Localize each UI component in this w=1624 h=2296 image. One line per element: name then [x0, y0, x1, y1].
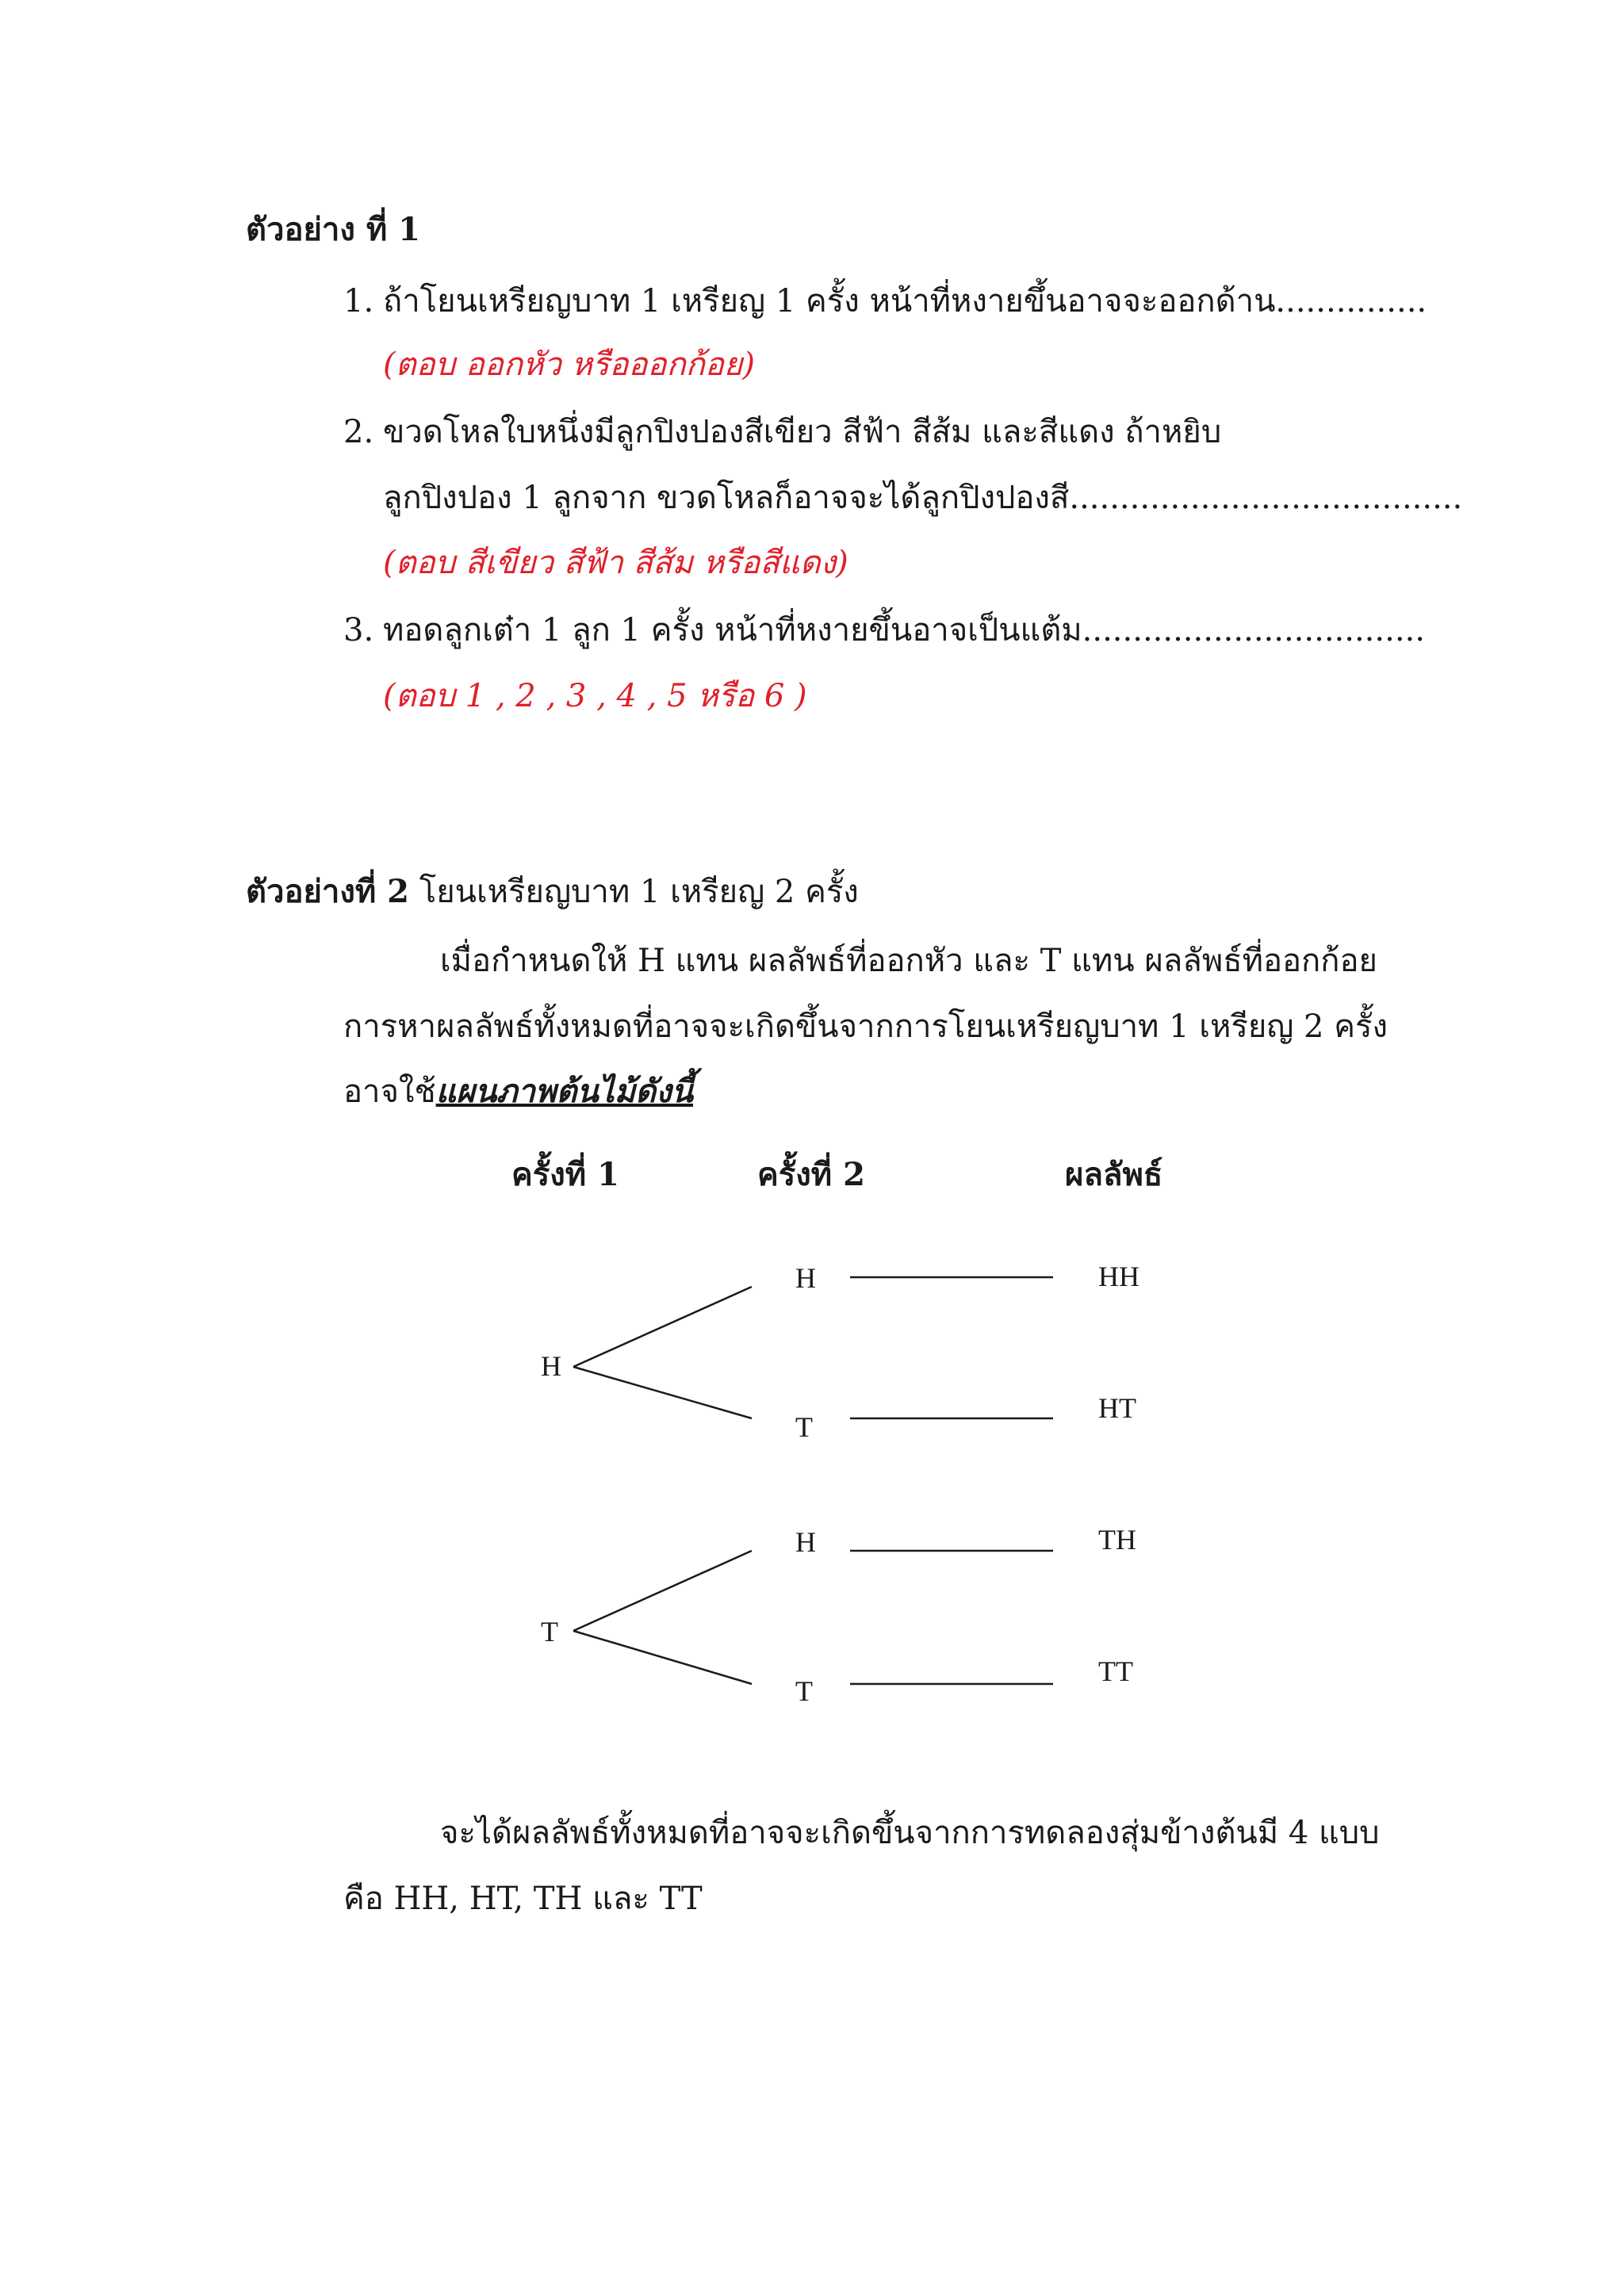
- item2-number: 2.: [343, 414, 374, 450]
- tree-col1-header: ครั้งที่ 1: [511, 1156, 619, 1193]
- branch-h-h: [573, 1287, 752, 1367]
- conclusion-line1: จะได้ผลลัพธ์ทั้งหมดที่อาจจะเกิดขึ้นจากการทดลองสุ่มข้างต้นมี 4 แบบ: [440, 1815, 1380, 1851]
- tree-result-tt: TT: [1098, 1655, 1133, 1687]
- item3-number: 3.: [343, 612, 374, 649]
- item1-number: 1.: [343, 283, 374, 320]
- branch-t-t: [573, 1631, 752, 1684]
- example2-para2: การหาผลลัพธ์ทั้งหมดที่อาจจะเกิดขึ้นจากการโยนเหรียญบาท 1 เหรียญ 2 ครั้ง: [343, 1008, 1388, 1045]
- tree-col3-header: ผลลัพธ์: [1065, 1156, 1163, 1193]
- item2-question-cont: ลูกปิงปอง 1 ลูกจาก ขวดโหลก็อาจจะได้ลูกปิงปองสี.......................................: [383, 480, 1463, 516]
- example1-heading: ตัวอย่าง ที่ 1: [246, 211, 420, 248]
- tree-result-th: TH: [1098, 1524, 1136, 1556]
- item1-question: ถ้าโยนเหรียญบาท 1 เหรียญ 1 ครั้ง หน้าที่หงายขึ้นอาจจะออกด้าน...............: [383, 283, 1427, 320]
- tree-col2-header: ครั้งที่ 2: [757, 1156, 865, 1193]
- example2-heading: ตัวอย่างที่ 2: [246, 873, 410, 910]
- tree-result-ht: HT: [1098, 1392, 1136, 1424]
- item2-answer: (ตอบ สีเขียว สีฟ้า สีส้ม หรือสีแดง): [383, 545, 848, 581]
- example2-heading-rest: โยนเหรียญบาท 1 เหรียญ 2 ครั้ง: [419, 874, 859, 910]
- tree-second-node-3: H: [795, 1526, 816, 1558]
- para3-prefix: อาจใช้: [343, 1073, 436, 1110]
- item1-answer: (ตอบ ออกหัว หรือออกก้อย): [383, 346, 755, 383]
- branch-h-t: [573, 1367, 752, 1418]
- tree-diagram-phrase: แผนภาพต้นไม้ดังนี้: [435, 1073, 694, 1110]
- example2-para1: เมื่อกำหนดให้ H แทน ผลลัพธ์ที่ออกหัว และ T แทน ผลลัพธ์ที่ออกก้อย: [440, 943, 1377, 979]
- tree-second-node-1: H: [795, 1262, 816, 1294]
- item3-answer: (ตอบ 1 , 2 , 3 , 4 , 5 หรือ 6 ): [383, 678, 807, 714]
- tree-first-node-t: T: [541, 1616, 558, 1647]
- tree-result-hh: HH: [1098, 1261, 1139, 1292]
- tree-second-node-4: T: [795, 1675, 813, 1707]
- item2-question: ขวดโหลใบหนึ่งมีลูกปิงปองสีเขียว สีฟ้า สีส้ม และสีแดง ถ้าหยิบ: [383, 414, 1222, 450]
- branch-t-h: [573, 1551, 752, 1631]
- item3-question: ทอดลูกเต๋า 1 ลูก 1 ครั้ง หน้าที่หงายขึ้นอาจเป็นแต้ม..................................: [383, 612, 1425, 649]
- conclusion-line2: คือ HH, HT, TH และ TT: [343, 1881, 703, 1917]
- tree-second-node-2: T: [795, 1411, 813, 1443]
- tree-first-node-h: H: [541, 1350, 561, 1382]
